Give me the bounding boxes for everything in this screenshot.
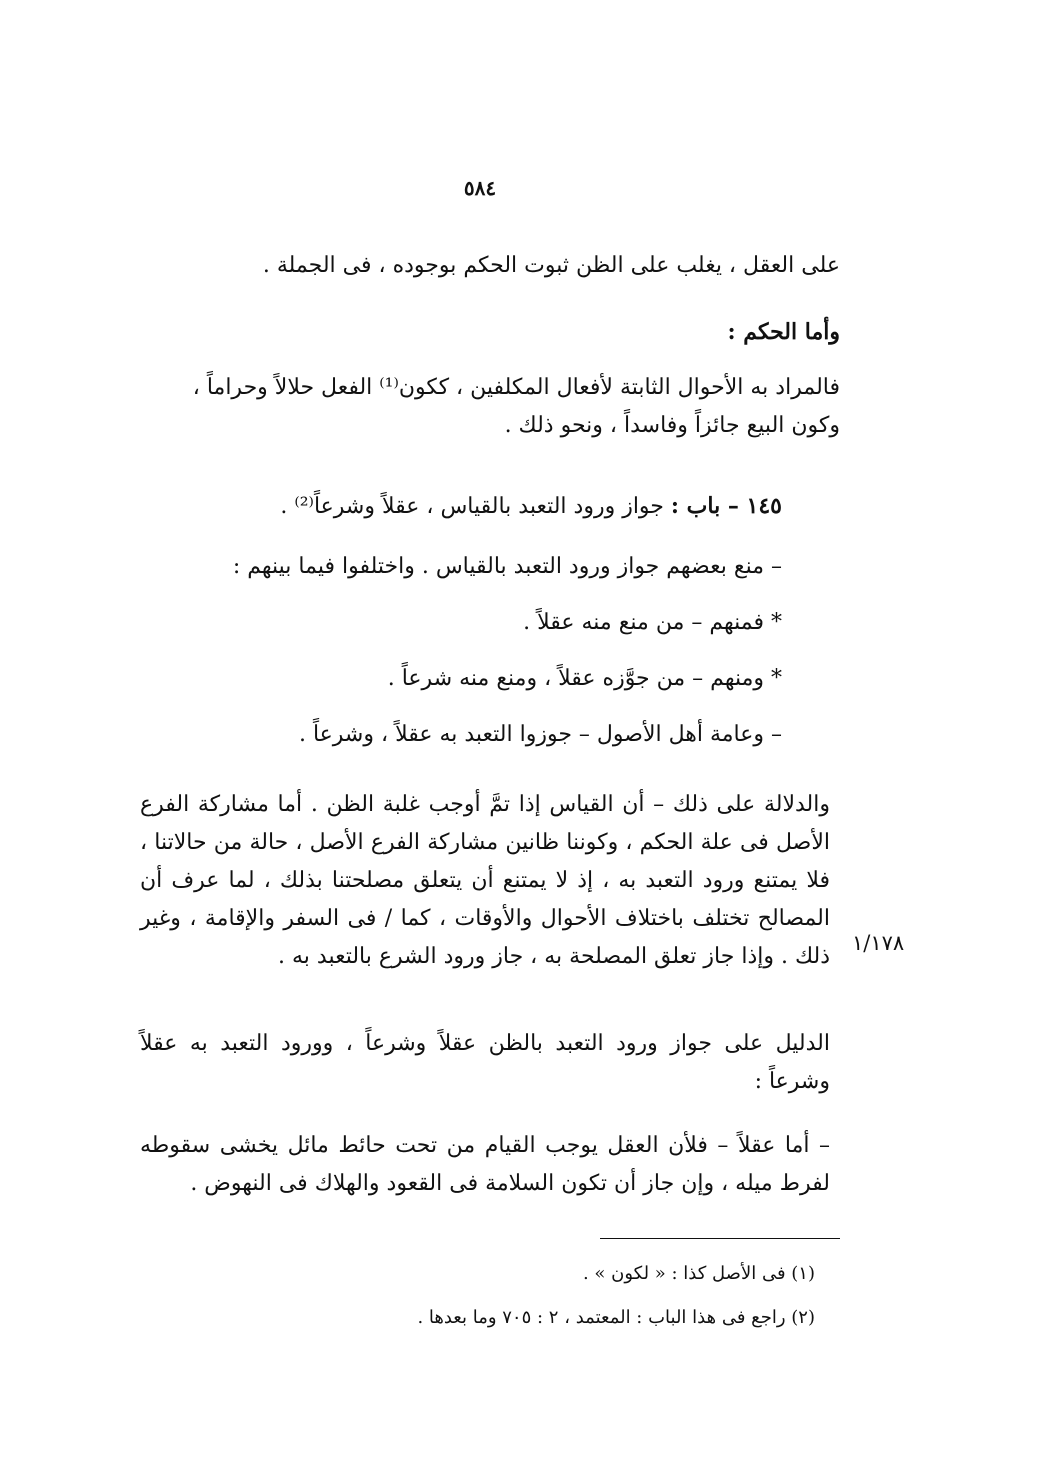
heading-text: وأما الحكم : [727, 319, 840, 345]
paragraph-reason [140, 1127, 840, 1203]
footnotes [255, 1252, 815, 1340]
footnote-1: (١) فى الأصل كذا : « لكون » . [582, 1263, 815, 1284]
paragraph-proof [140, 1025, 840, 1101]
paragraph-text: – أما عقلاً – فلأن العقل يوجب القيام من تحت حائط مائل يخشى سقوطه لفرط ميله ، وإن جاز أن تكون السلامة فى القعود والهلاك فى النهوض . [140, 1133, 830, 1196]
margin-reference: ١/١٧٨ [852, 931, 905, 955]
chapter-number: ١٤٥ – باب : [670, 493, 782, 519]
text-line: فالمراد به الأحوال الثابتة لأفعال المكلفين ، ككون⁽¹⁾ الفعل حلالاً وحراماً ، [192, 375, 840, 400]
list-item: * ومنهم – من جوَّزه عقلاً ، ومنع منه شرعاً . [387, 666, 782, 691]
section-heading-hukm [140, 313, 840, 351]
body-text-top [140, 247, 840, 285]
chapter-heading [140, 487, 840, 526]
list-item: – منع بعضهم جواز ورود التعبد بالقياس . واختلفوا فيما بينهم : [232, 554, 782, 579]
paragraph-definition [140, 369, 840, 445]
list-item: * فمنهم – من منع منه عقلاً . [523, 610, 782, 635]
footnote-divider [600, 1238, 840, 1239]
page-number: ٥٨٤ [463, 176, 497, 200]
paragraph-text: الدليل على جواز ورود التعبد بالظن عقلاً وشرعاً ، وورود التعبد به عقلاً وشرعاً : [140, 1031, 830, 1094]
text-line: على العقل ، يغلب على الظن ثبوت الحكم بوجوده ، فى الجملة . [262, 253, 840, 278]
opinions-list [140, 548, 840, 754]
paragraph-evidence [140, 786, 840, 976]
list-item: – وعامة أهل الأصول – جوزوا التعبد به عقلاً ، وشرعاً . [298, 722, 782, 747]
chapter-title: جواز ورود التعبد بالقياس ، عقلاً وشرعاً⁽²⁾ . [280, 494, 671, 519]
footnote-2: (٢) راجع فى هذا الباب : المعتمد ، ٢ : ٧٠٥ وما بعدها . [417, 1307, 815, 1328]
text-line: وكون البيع جائزاً وفاسداً ، ونحو ذلك . [504, 413, 840, 438]
paragraph-text: والدلالة على ذلك – أن القياس إذا تمَّ أوجب غلبة الظن . أما مشاركة الفرع الأصل فى علة الحكم ، وكوننا ظانين مشاركة الفرع الأصل ، حالة من حالاتنا ، فلا يمتنع ورود التعبد به ، إذ لا يمتنع أن يتعلق مصلحتنا بذلك ، لما عرف أن المصالح تختلف باختلاف الأحوال والأوقات ، كما / فى السفر والإقامة ، وغير ذلك . وإذا جاز تعلق المصلحة به ، جاز ورود الشرع بالتعبد به . [140, 792, 830, 969]
